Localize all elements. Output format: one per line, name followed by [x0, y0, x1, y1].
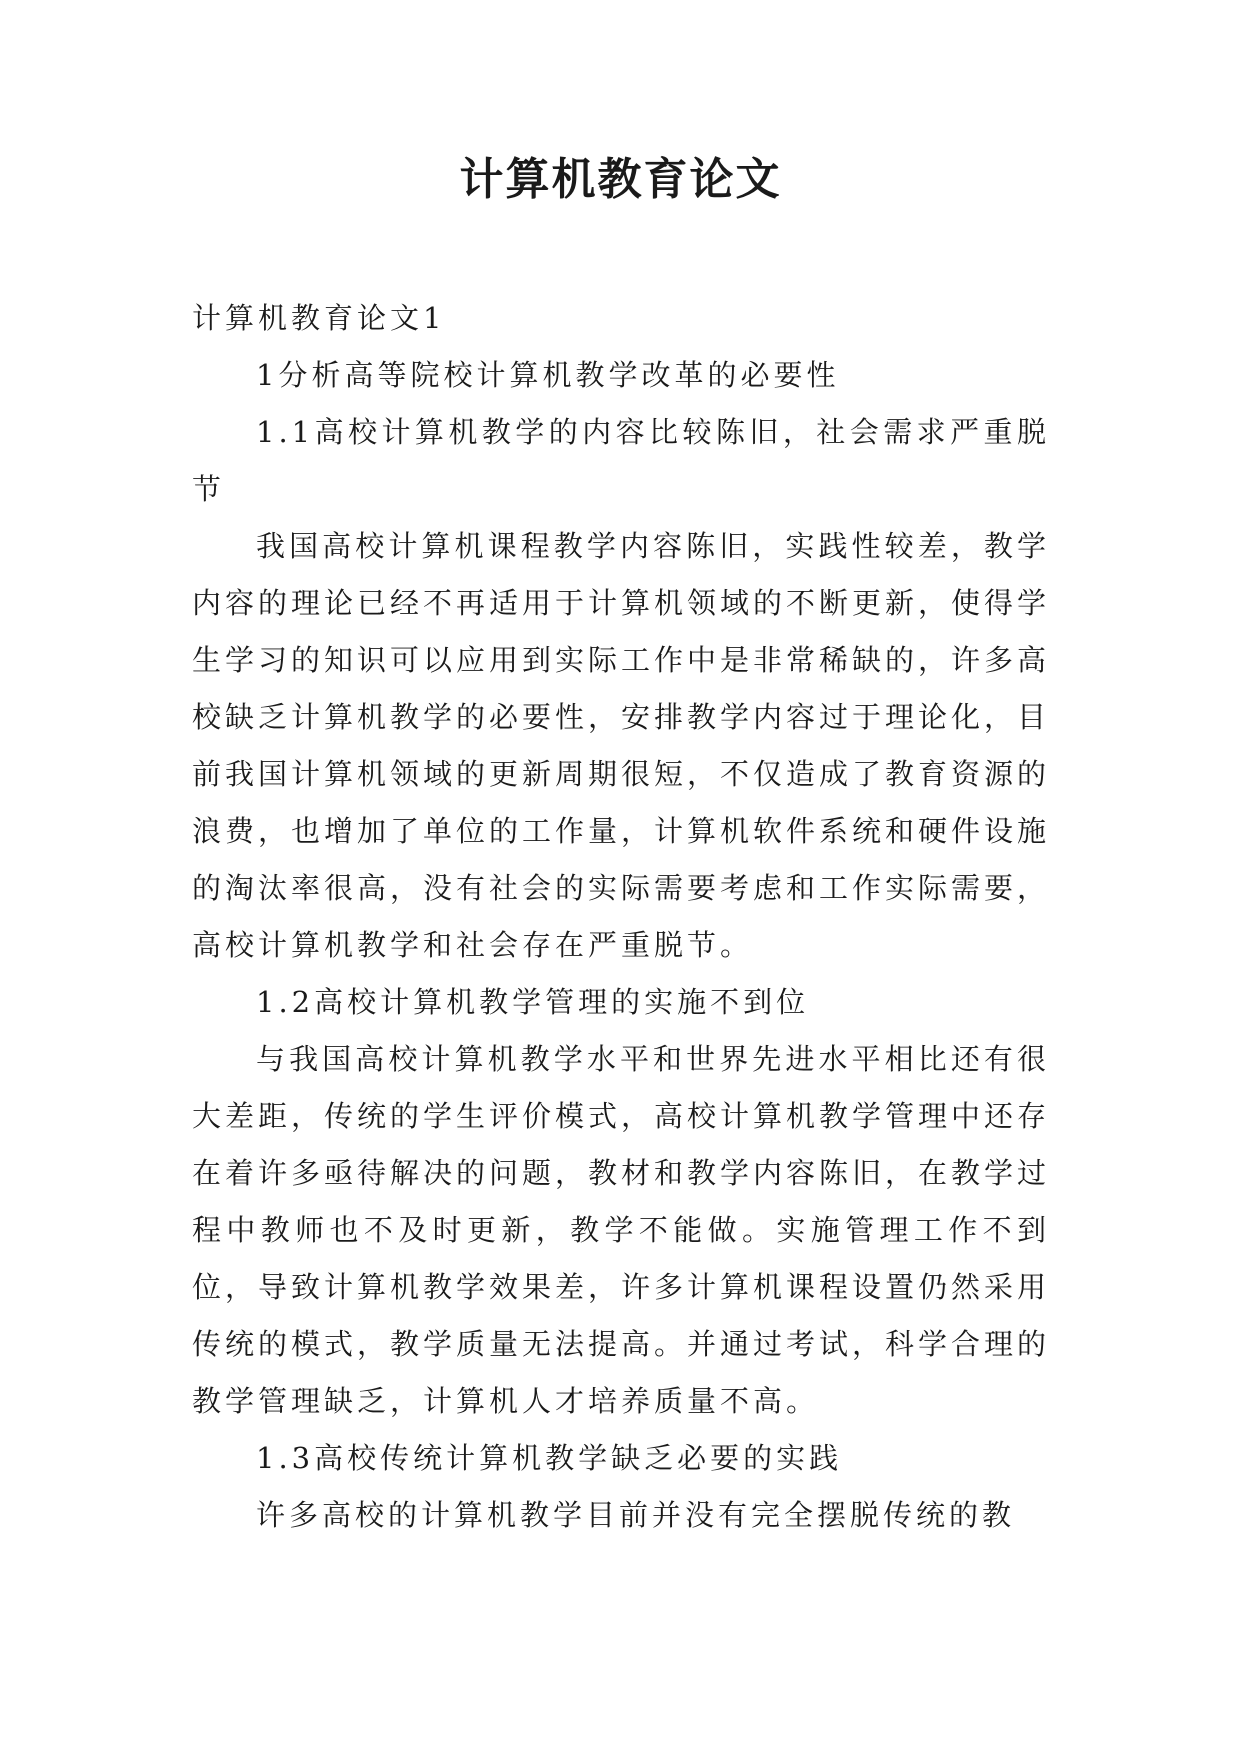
paragraph-3: 许多高校的计算机教学目前并没有完全摆脱传统的教 [256, 1498, 1016, 1532]
paragraph-1: 我国高校计算机课程教学内容陈旧，实践性较差，教学内容的理论已经不再适用于计算机领域的不断更新，使得学生学习的知识可以应用到实际工作中是非常稀缺的，许多高校缺乏计算机教学的必要性，安排教学内容过于理论化，目前我国计算机领域的更新周期很短，不仅造成了教育资源的浪费，也增加了单位的工作量，计算机软件系统和硬件设施的淘汰率很高，没有社会的实际需要考虑和工作实际需要，高校计算机教学和社会存在严重脱节。 [192, 529, 1051, 962]
heading-1: 1分析高等院校计算机教学改革的必要性 [256, 358, 840, 392]
section-title: 计算机教育论文1 [192, 301, 446, 335]
heading-1-2: 1.2高校计算机教学管理的实施不到位 [256, 985, 810, 1019]
document-body [192, 290, 1050, 1544]
heading-1-1: 1.1高校计算机教学的内容比较陈旧，社会需求严重脱节 [192, 415, 1050, 506]
heading-1-3: 1.3高校传统计算机教学缺乏必要的实践 [256, 1441, 843, 1475]
paragraph-2: 与我国高校计算机教学水平和世界先进水平相比还有很大差距，传统的学生评价模式，高校计算机教学管理中还存在着许多亟待解决的问题，教材和教学内容陈旧，在教学过程中教师也不及时更新，教学不能做。实施管理工作不到位，导致计算机教学效果差，许多计算机课程设置仍然采用传统的模式，教学质量无法提高。并通过考试，科学合理的教学管理缺乏，计算机人才培养质量不高。 [192, 1042, 1051, 1418]
document-title: 计算机教育论文 [459, 154, 782, 205]
